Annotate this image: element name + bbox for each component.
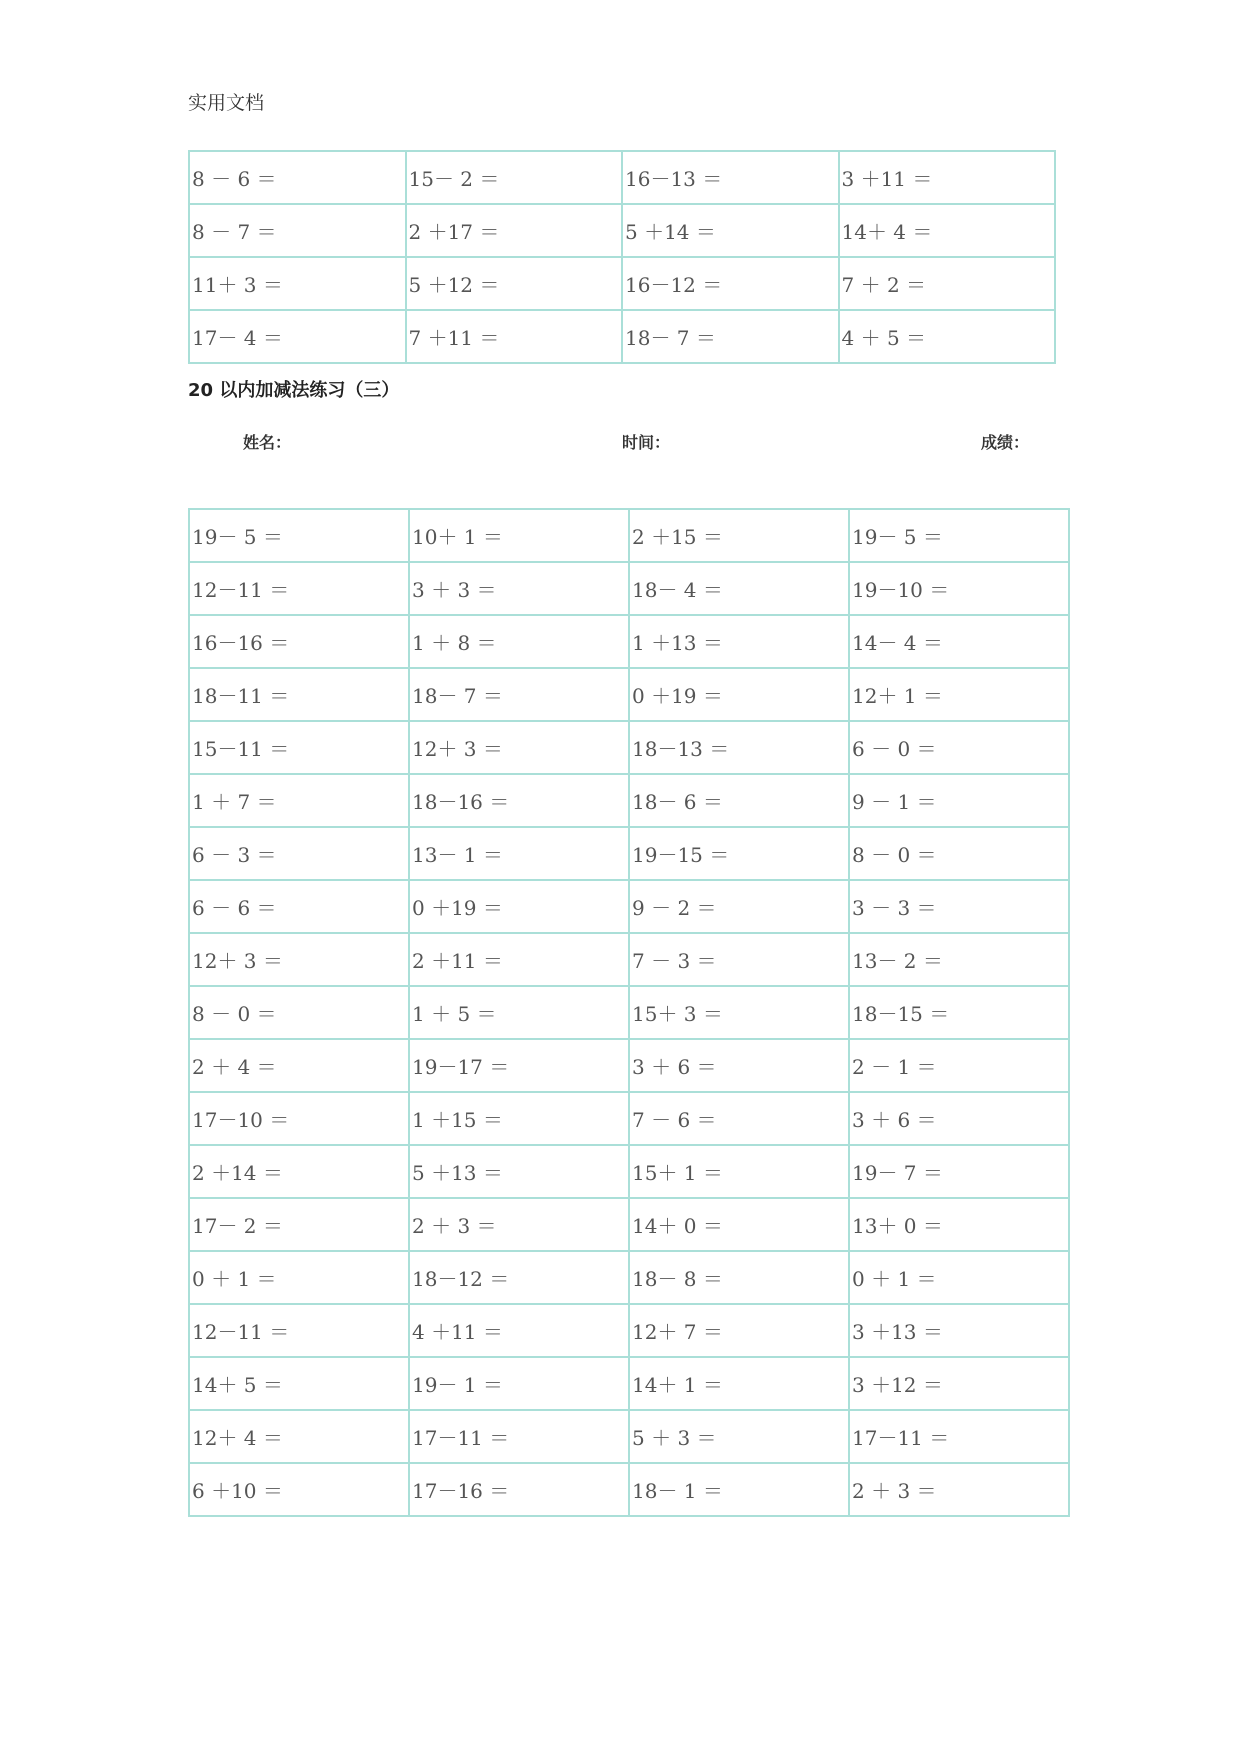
- table-row: [189, 509, 1069, 562]
- exercise-cell: 15＋ 3 ＝: [629, 986, 849, 1039]
- table-row: [189, 933, 1069, 986]
- exercise-cell: 18－ 8 ＝: [629, 1251, 849, 1304]
- exercise-cell: 2 ＋15 ＝: [629, 509, 849, 562]
- exercise-cell: 7 － 6 ＝: [629, 1092, 849, 1145]
- exercise-cell: 6 － 3 ＝: [189, 827, 409, 880]
- exercise-cell: 18－15 ＝: [849, 986, 1069, 1039]
- exercise-cell: 8 － 0 ＝: [849, 827, 1069, 880]
- exercise-cell: 18－12 ＝: [409, 1251, 629, 1304]
- exercise-cell: 3 ＋ 6 ＝: [849, 1092, 1069, 1145]
- table-row: [189, 1039, 1069, 1092]
- exercise-cell: 12－11 ＝: [189, 562, 409, 615]
- exercise-cell: 12＋ 3 ＝: [409, 721, 629, 774]
- exercise-cell: 15－11 ＝: [189, 721, 409, 774]
- exercise-cell: 11＋ 3 ＝: [189, 257, 406, 310]
- exercise-cell: 3 ＋ 3 ＝: [409, 562, 629, 615]
- table-row: [189, 774, 1069, 827]
- exercise-cell: 14－ 4 ＝: [849, 615, 1069, 668]
- exercise-cell: 17－10 ＝: [189, 1092, 409, 1145]
- exercise-cell: 18－ 6 ＝: [629, 774, 849, 827]
- table-row: [189, 1145, 1069, 1198]
- table-row: [189, 986, 1069, 1039]
- table-row: [189, 1251, 1069, 1304]
- exercise-cell: 18－ 1 ＝: [629, 1463, 849, 1516]
- exercise-cell: 8 － 0 ＝: [189, 986, 409, 1039]
- exercise-cell: 13－ 2 ＝: [849, 933, 1069, 986]
- exercise-cell: 12＋ 3 ＝: [189, 933, 409, 986]
- exercise-cell: 6 ＋10 ＝: [189, 1463, 409, 1516]
- exercise-cell: 5 ＋13 ＝: [409, 1145, 629, 1198]
- exercise-cell: 18－16 ＝: [409, 774, 629, 827]
- exercise-cell: 12－11 ＝: [189, 1304, 409, 1357]
- exercise-cell: 2 ＋14 ＝: [189, 1145, 409, 1198]
- exercise-cell: 12＋ 1 ＝: [849, 668, 1069, 721]
- exercise-cell: 18－ 7 ＝: [622, 310, 839, 363]
- exercise-cell: 2 ＋ 3 ＝: [849, 1463, 1069, 1516]
- main-exercise-table: [188, 508, 1070, 1517]
- exercise-cell: 8 － 7 ＝: [189, 204, 406, 257]
- table-row: [189, 1410, 1069, 1463]
- exercise-cell: 1 ＋13 ＝: [629, 615, 849, 668]
- exercise-cell: 3 ＋ 6 ＝: [629, 1039, 849, 1092]
- exercise-cell: 0 ＋ 1 ＝: [849, 1251, 1069, 1304]
- table-row: [189, 1357, 1069, 1410]
- exercise-cell: 1 ＋15 ＝: [409, 1092, 629, 1145]
- exercise-cell: 5 ＋14 ＝: [622, 204, 839, 257]
- exercise-cell: 14＋ 4 ＝: [839, 204, 1056, 257]
- exercise-cell: 12＋ 4 ＝: [189, 1410, 409, 1463]
- exercise-cell: 5 ＋12 ＝: [406, 257, 623, 310]
- exercise-cell: 2 ＋ 3 ＝: [409, 1198, 629, 1251]
- table-row: [189, 1092, 1069, 1145]
- table-row: [189, 721, 1069, 774]
- exercise-cell: 8 － 6 ＝: [189, 151, 406, 204]
- table-row: [189, 204, 1055, 257]
- exercise-cell: 1 ＋ 7 ＝: [189, 774, 409, 827]
- exercise-cell: 19－15 ＝: [629, 827, 849, 880]
- time-field-label: 时间：: [622, 433, 671, 452]
- exercise-cell: 18－11 ＝: [189, 668, 409, 721]
- exercise-cell: 4 ＋ 5 ＝: [839, 310, 1056, 363]
- table-row: [189, 1198, 1069, 1251]
- top-exercise-table-body: [189, 151, 1055, 363]
- exercise-cell: 0 ＋19 ＝: [409, 880, 629, 933]
- exercise-cell: 9 － 1 ＝: [849, 774, 1069, 827]
- exercise-cell: 0 ＋ 1 ＝: [189, 1251, 409, 1304]
- exercise-cell: 3 ＋13 ＝: [849, 1304, 1069, 1357]
- exercise-cell: 17－16 ＝: [409, 1463, 629, 1516]
- exercise-cell: 3 － 3 ＝: [849, 880, 1069, 933]
- exercise-cell: 12＋ 7 ＝: [629, 1304, 849, 1357]
- exercise-cell: 16－16 ＝: [189, 615, 409, 668]
- exercise-cell: 14＋ 1 ＝: [629, 1357, 849, 1410]
- exercise-cell: 19－ 5 ＝: [849, 509, 1069, 562]
- exercise-cell: 18－ 4 ＝: [629, 562, 849, 615]
- score-field-label: 成绩：: [981, 433, 1030, 452]
- exercise-cell: 1 ＋ 5 ＝: [409, 986, 629, 1039]
- exercise-cell: 19－17 ＝: [409, 1039, 629, 1092]
- exercise-cell: 16－13 ＝: [622, 151, 839, 204]
- exercise-cell: 7 ＋11 ＝: [406, 310, 623, 363]
- exercise-cell: 14＋ 5 ＝: [189, 1357, 409, 1410]
- exercise-cell: 19－ 5 ＝: [189, 509, 409, 562]
- exercise-cell: 4 ＋11 ＝: [409, 1304, 629, 1357]
- exercise-cell: 15－ 2 ＝: [406, 151, 623, 204]
- exercise-cell: 6 － 6 ＝: [189, 880, 409, 933]
- name-field-label: 姓名：: [243, 433, 292, 452]
- exercise-cell: 2 ＋ 4 ＝: [189, 1039, 409, 1092]
- table-row: [189, 827, 1069, 880]
- table-row: [189, 1463, 1069, 1516]
- table-row: [189, 880, 1069, 933]
- section-title: 20 以内加减法练习（三）: [188, 380, 400, 401]
- exercise-cell: 3 ＋12 ＝: [849, 1357, 1069, 1410]
- exercise-cell: 10＋ 1 ＝: [409, 509, 629, 562]
- table-row: [189, 310, 1055, 363]
- exercise-cell: 1 ＋ 8 ＝: [409, 615, 629, 668]
- exercise-cell: 7 ＋ 2 ＝: [839, 257, 1056, 310]
- exercise-cell: 19－ 7 ＝: [849, 1145, 1069, 1198]
- table-row: [189, 615, 1069, 668]
- exercise-cell: 17－ 4 ＝: [189, 310, 406, 363]
- exercise-cell: 18－13 ＝: [629, 721, 849, 774]
- table-row: [189, 668, 1069, 721]
- table-row: [189, 1304, 1069, 1357]
- exercise-cell: 16－12 ＝: [622, 257, 839, 310]
- exercise-cell: 5 ＋ 3 ＝: [629, 1410, 849, 1463]
- exercise-cell: 9 － 2 ＝: [629, 880, 849, 933]
- exercise-cell: 19－10 ＝: [849, 562, 1069, 615]
- exercise-cell: 14＋ 0 ＝: [629, 1198, 849, 1251]
- exercise-cell: 2 ＋17 ＝: [406, 204, 623, 257]
- exercise-cell: 15＋ 1 ＝: [629, 1145, 849, 1198]
- main-exercise-table-body: [189, 509, 1069, 1516]
- exercise-cell: 6 － 0 ＝: [849, 721, 1069, 774]
- table-row: [189, 151, 1055, 204]
- exercise-cell: 17－11 ＝: [849, 1410, 1069, 1463]
- exercise-cell: 13－ 1 ＝: [409, 827, 629, 880]
- exercise-cell: 17－ 2 ＝: [189, 1198, 409, 1251]
- exercise-cell: 13＋ 0 ＝: [849, 1198, 1069, 1251]
- table-row: [189, 257, 1055, 310]
- exercise-cell: 17－11 ＝: [409, 1410, 629, 1463]
- exercise-cell: 0 ＋19 ＝: [629, 668, 849, 721]
- exercise-cell: 2 ＋11 ＝: [409, 933, 629, 986]
- document-header: 实用文档: [188, 92, 265, 114]
- exercise-cell: 18－ 7 ＝: [409, 668, 629, 721]
- exercise-cell: 7 － 3 ＝: [629, 933, 849, 986]
- exercise-cell: 19－ 1 ＝: [409, 1357, 629, 1410]
- exercise-cell: 3 ＋11 ＝: [839, 151, 1056, 204]
- top-exercise-table: [188, 150, 1056, 364]
- exercise-cell: 2 － 1 ＝: [849, 1039, 1069, 1092]
- table-row: [189, 562, 1069, 615]
